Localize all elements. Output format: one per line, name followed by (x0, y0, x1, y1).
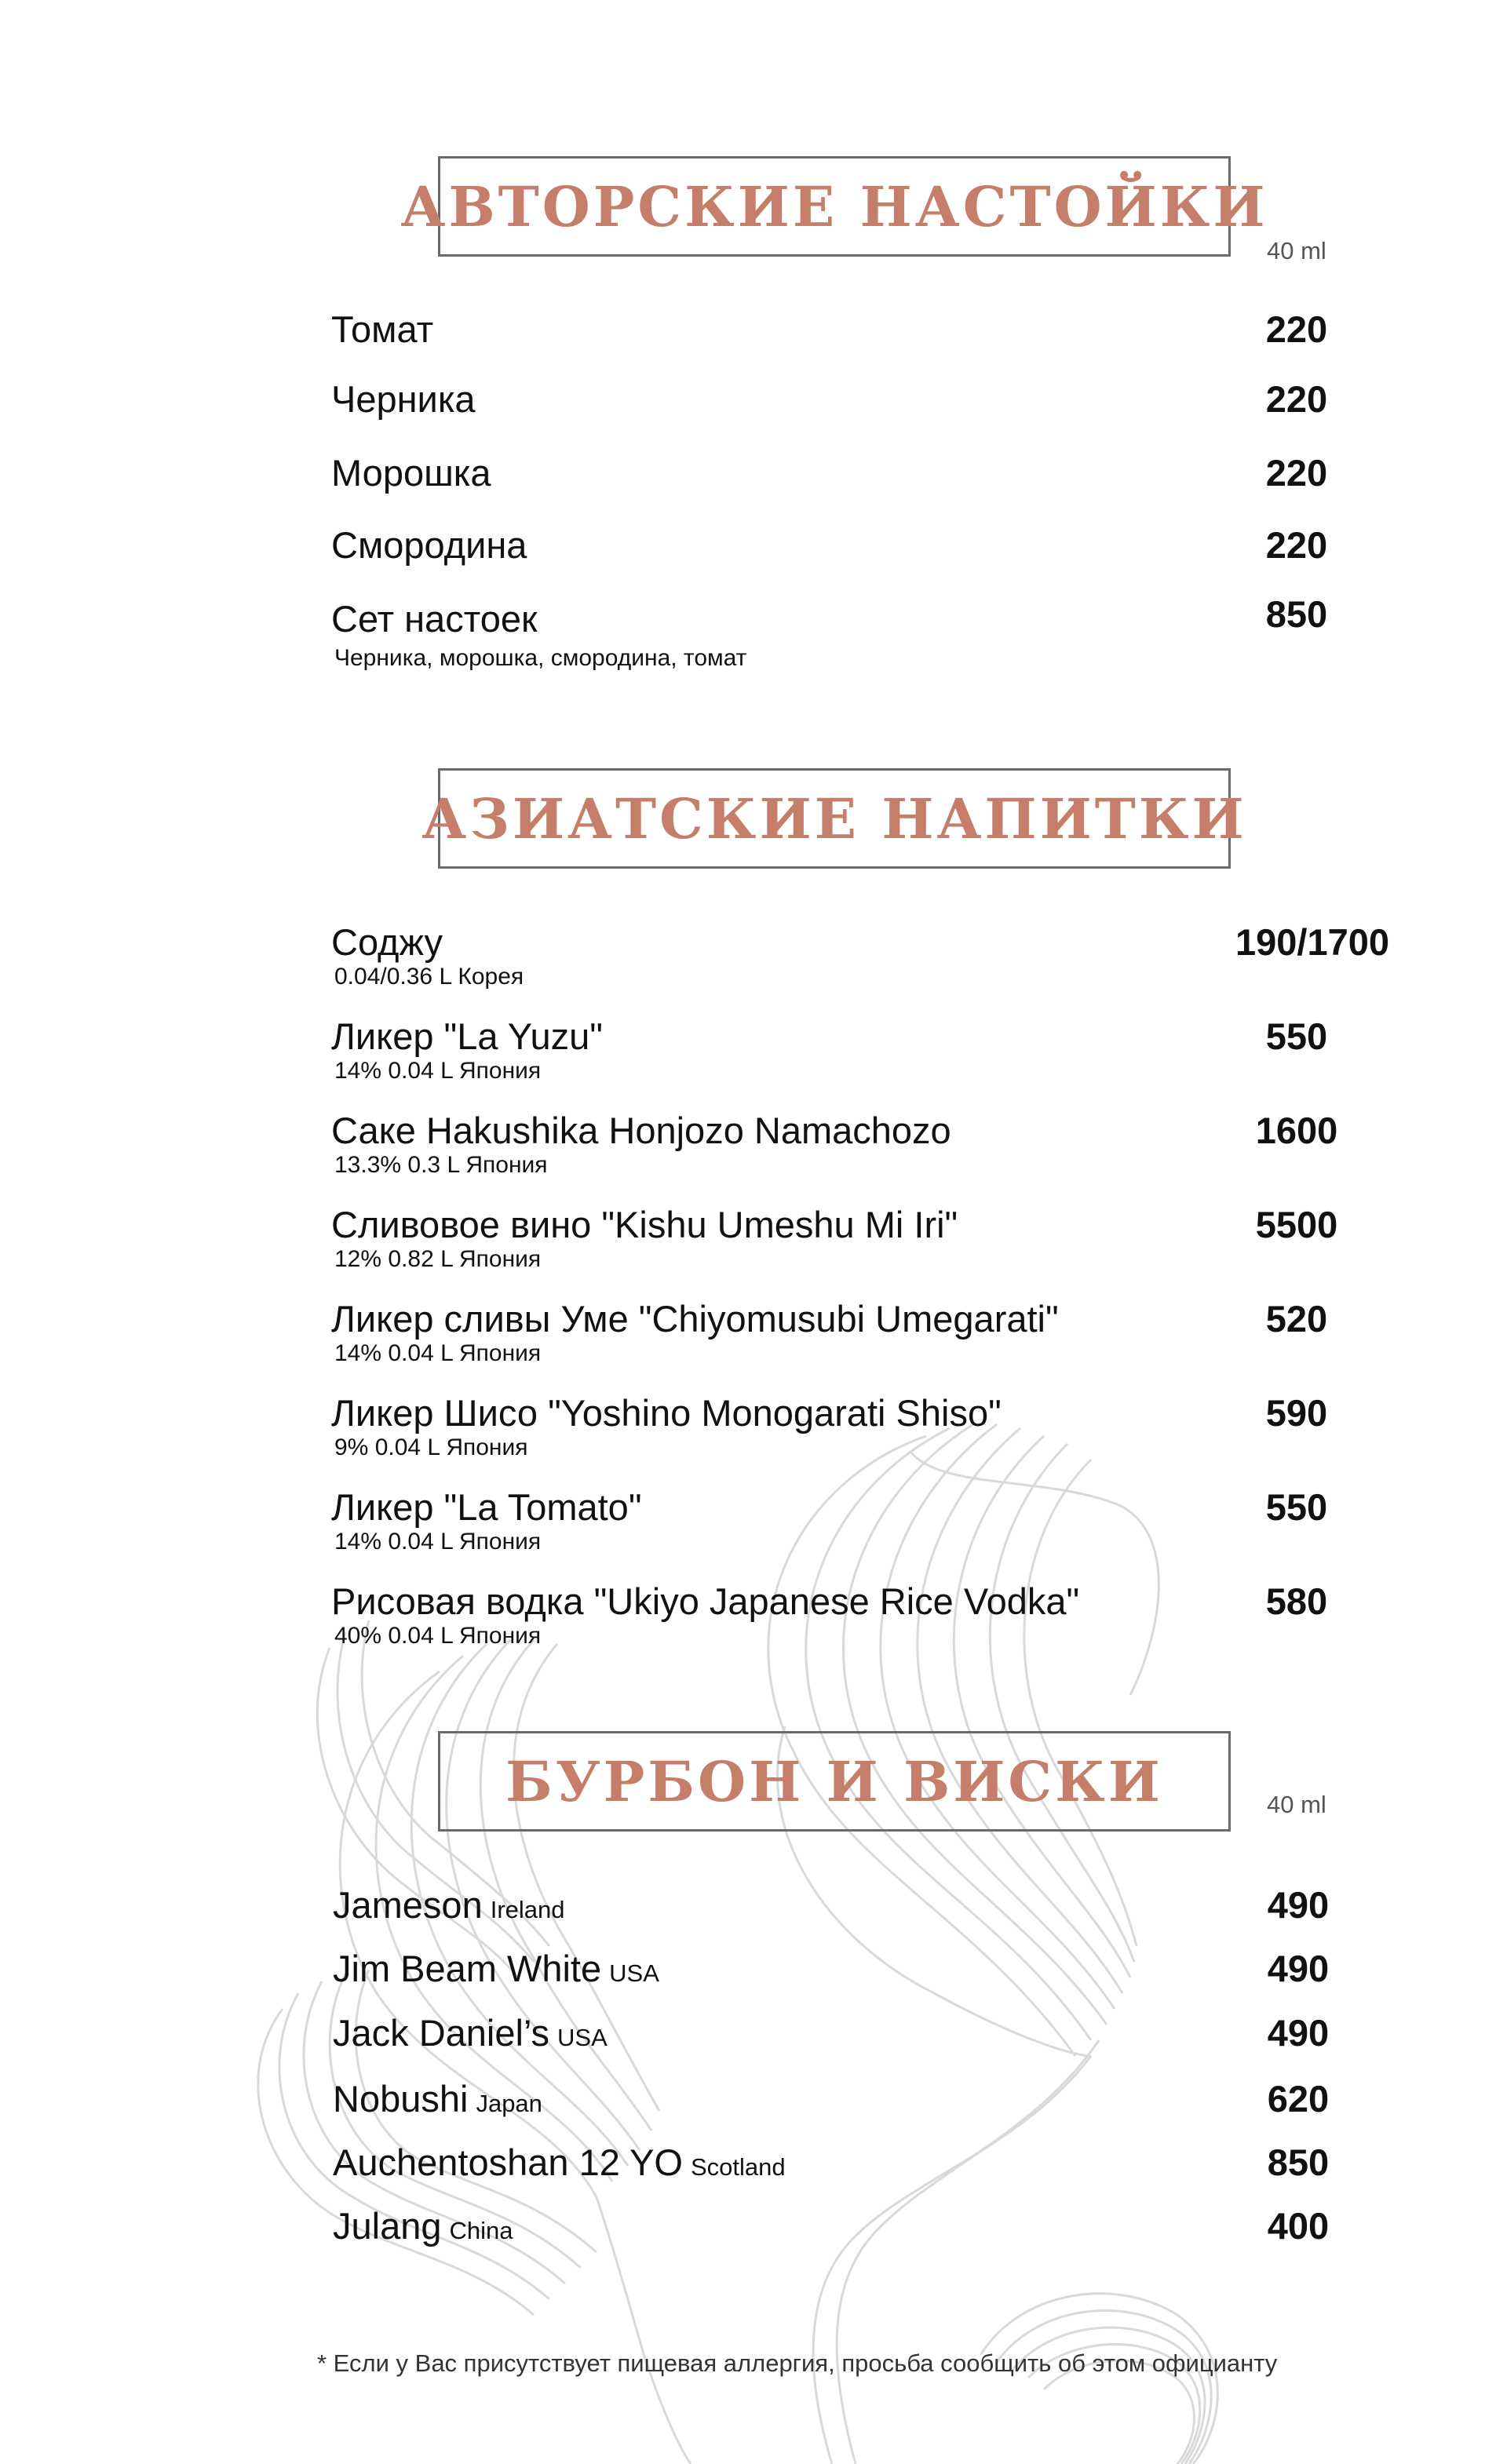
volume-label: 40 ml (1267, 237, 1326, 264)
item-price: 1600 (1255, 1110, 1338, 1151)
menu-item (333, 1945, 1385, 1992)
section-title: АЗИАТСКИЕ НАПИТКИ (421, 785, 1247, 851)
item-origin: Scotland (690, 2153, 786, 2181)
menu-item (331, 1391, 1383, 1470)
menu-item (331, 593, 1383, 676)
item-name: Julang (333, 2205, 442, 2247)
item-description: Черника, морошка, смородина, томат (334, 645, 747, 671)
menu-item (331, 1580, 1383, 1658)
menu-item (333, 2010, 1385, 2057)
menu-item (331, 1485, 1383, 1564)
item-name: Морошка (331, 452, 491, 494)
menu-item (333, 2203, 1385, 2250)
item-name: Jameson (333, 1884, 483, 1926)
item-origin: USA (609, 1959, 659, 1987)
section-title-box (438, 1731, 1231, 1832)
item-price: 520 (1265, 1298, 1328, 1340)
item-name: Auchentoshan 12 YO (333, 2141, 683, 2183)
item-price: 5500 (1255, 1204, 1338, 1245)
item-price: 850 (1265, 593, 1328, 635)
menu-item (331, 1297, 1383, 1376)
menu-item (331, 377, 1383, 456)
item-price: 490 (1267, 2012, 1330, 2054)
menu-item (331, 451, 1383, 530)
item-price: 620 (1267, 2078, 1330, 2120)
volume-label: 40 ml (1267, 1791, 1326, 1818)
item-description: 12% 0.82 L Япония (334, 1246, 542, 1272)
allergy-footnote: * Если у Вас присутствует пищевая аллергия, просьба сообщить об этом официанту (317, 2349, 1278, 2377)
item-origin: USA (557, 2024, 608, 2051)
item-price: 550 (1265, 1015, 1328, 1057)
item-name: Nobushi (333, 2078, 469, 2120)
menu-item (333, 2076, 1385, 2123)
item-price: 220 (1265, 524, 1328, 566)
item-description: 14% 0.04 L Япония (334, 1058, 542, 1084)
menu-item (331, 523, 1383, 602)
item-description: 14% 0.04 L Япония (334, 1529, 542, 1555)
item-name: Томат (331, 308, 434, 350)
item-description: 9% 0.04 L Япония (334, 1434, 528, 1460)
section-title-box (421, 768, 1247, 869)
item-name: Смородина (331, 524, 527, 566)
item-name: Jim Beam White (333, 1948, 602, 1989)
item-description: 40% 0.04 L Япония (334, 1623, 542, 1649)
item-name: Сет настоек (331, 598, 538, 640)
item-origin: Ireland (490, 1896, 565, 1923)
item-price: 490 (1267, 1948, 1330, 1989)
item-price: 850 (1267, 2141, 1330, 2183)
menu-item (331, 1109, 1383, 1187)
menu-item (331, 1015, 1383, 1093)
item-description: 13.3% 0.3 L Япония (334, 1152, 548, 1178)
item-name: Черника (331, 378, 476, 420)
item-name: Сливовое вино "Kishu Umeshu Mi Iri" (331, 1204, 958, 1245)
menu-item (333, 1882, 1385, 1929)
menu-item (331, 920, 1390, 999)
item-price: 400 (1267, 2205, 1330, 2247)
item-name: Ликер "La Tomato" (331, 1486, 642, 1528)
item-origin: China (449, 2217, 513, 2244)
section-title-box (400, 156, 1268, 257)
item-price: 590 (1265, 1392, 1328, 1434)
item-description: 0.04/0.36 L Корея (334, 964, 524, 990)
item-price: 220 (1265, 308, 1328, 350)
item-origin: Japan (476, 2090, 542, 2117)
item-name: Ликер сливы Уме "Chiyomusubi Umegarati" (331, 1298, 1059, 1340)
item-name: Рисовая водка "Ukiyo Japanese Rice Vodka" (331, 1580, 1080, 1622)
item-price: 580 (1265, 1580, 1328, 1622)
item-name: Ликер "La Yuzu" (331, 1015, 603, 1057)
menu-item (331, 1203, 1383, 1281)
item-description: 14% 0.04 L Япония (334, 1340, 542, 1366)
item-name: Jack Daniel’s (333, 2012, 550, 2054)
item-price: 220 (1265, 378, 1328, 420)
item-price: 220 (1265, 452, 1328, 494)
item-price: 550 (1265, 1486, 1328, 1528)
item-price: 190/1700 (1235, 921, 1390, 963)
item-price: 490 (1267, 1884, 1330, 1926)
menu-item (331, 308, 1383, 386)
section-title: БУРБОН И ВИСКИ (505, 1748, 1163, 1814)
item-name: Ликер Шисо "Yoshino Monogarati Shiso" (331, 1392, 1002, 1434)
item-name: Соджу (331, 921, 443, 963)
item-name: Саке Hakushika Honjozo Namachozo (331, 1110, 951, 1151)
menu-item (333, 2139, 1385, 2186)
section-title: АВТОРСКИЕ НАСТОЙКИ (400, 173, 1268, 239)
